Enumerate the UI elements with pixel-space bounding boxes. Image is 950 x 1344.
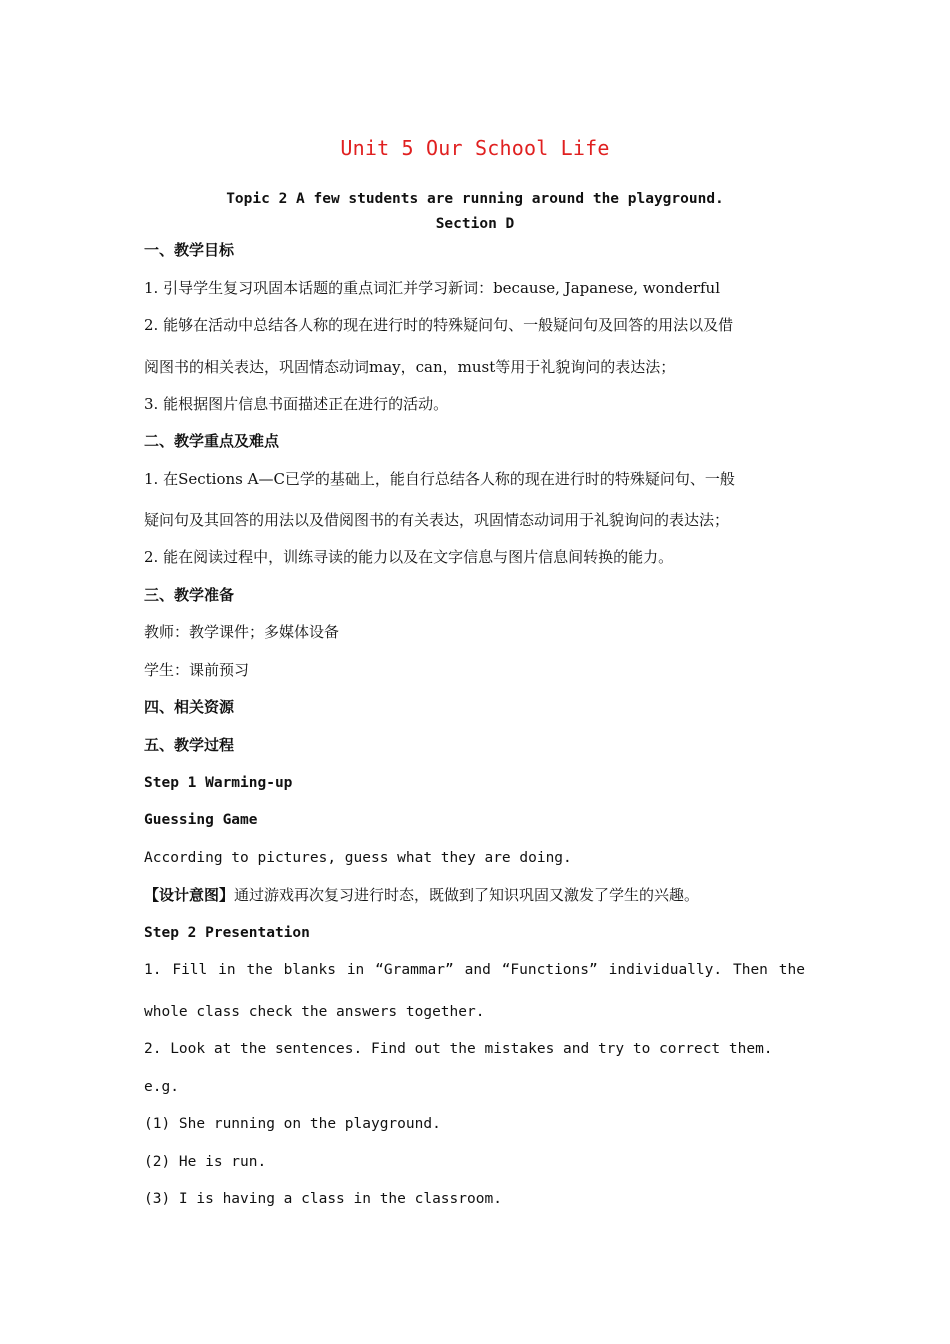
resources-heading: 四、相关资源: [144, 698, 235, 716]
word: in: [218, 962, 236, 978]
preparation-heading: 三、教学准备: [144, 586, 235, 604]
objective-item: 阅图书的相关表达，巩固情态动词may，can，must等用于礼貌询问的表达法；: [144, 358, 676, 376]
example-sentence: (3) I is having a class in the classroom.: [144, 1191, 502, 1207]
design-intent-text: 通过游戏再次复习进行时态，既做到了知识巩固又激发了学生的兴趣。: [234, 886, 700, 904]
page-title: Unit 5 Our School Life: [340, 136, 610, 160]
preparation-teacher: 教师：教学课件；多媒体设备: [144, 623, 340, 641]
word: and: [464, 962, 491, 978]
word: individually.: [608, 962, 723, 978]
example-sentence: (1) She running on the playground.: [144, 1116, 441, 1132]
topic-subtitle: Topic 2 A few students are running around the playground.: [226, 191, 724, 207]
section-subtitle: Section D: [435, 216, 515, 232]
design-intent-label: 【设计意图】: [144, 886, 235, 904]
word: “Functions”: [501, 962, 598, 978]
preparation-student: 学生：课前预习: [144, 661, 250, 679]
word: the: [246, 962, 273, 978]
step1-title: Step 1 Warming-up: [144, 775, 293, 791]
objective-item: 1. 引导学生复习巩固本话题的重点词汇并学习新词：because, Japanese, wonderful: [144, 279, 721, 297]
key-points-heading: 二、教学重点及难点: [144, 432, 280, 450]
objective-item: 3. 能根据图片信息书面描述正在进行的活动。: [144, 395, 449, 413]
word: “Grammar”: [375, 962, 454, 978]
example-sentence: (2) He is run.: [144, 1154, 267, 1170]
key-point-item: 1. 在Sections A—C已学的基础上，能自行总结各人称的现在进行时的特殊疑问句、一般: [144, 470, 735, 488]
step1-design-intent: [144, 885, 810, 905]
step1-game: Guessing Game: [144, 812, 258, 828]
objectives-heading: 一、教学目标: [144, 241, 235, 259]
step2-item1-continued: whole class check the answers together.: [144, 1004, 485, 1020]
word: 1.: [144, 962, 162, 978]
word: in: [346, 962, 365, 978]
step2-item1: [144, 960, 805, 980]
word: the: [778, 962, 805, 978]
step1-text: According to pictures, guess what they are doing.: [144, 850, 572, 866]
key-point-item: 疑问句及其回答的用法以及借阅图书的有关表达，巩固情态动词用于礼貌询问的表达法；: [144, 511, 730, 529]
word: blanks: [283, 962, 336, 978]
word: Then: [732, 962, 768, 978]
key-point-item: 2. 能在阅读过程中，训练寻读的能力以及在文字信息与图片信息间转换的能力。: [144, 548, 674, 566]
word: Fill: [172, 962, 208, 978]
step2-title: Step 2 Presentation: [144, 925, 310, 941]
step2-item2: 2. Look at the sentences. Find out the mistakes and try to correct them.: [144, 1041, 773, 1057]
example-label: e.g.: [144, 1079, 179, 1095]
process-heading: 五、教学过程: [144, 736, 235, 754]
objective-item: 2. 能够在活动中总结各人称的现在进行时的特殊疑问句、一般疑问句及回答的用法以及借: [144, 316, 734, 334]
